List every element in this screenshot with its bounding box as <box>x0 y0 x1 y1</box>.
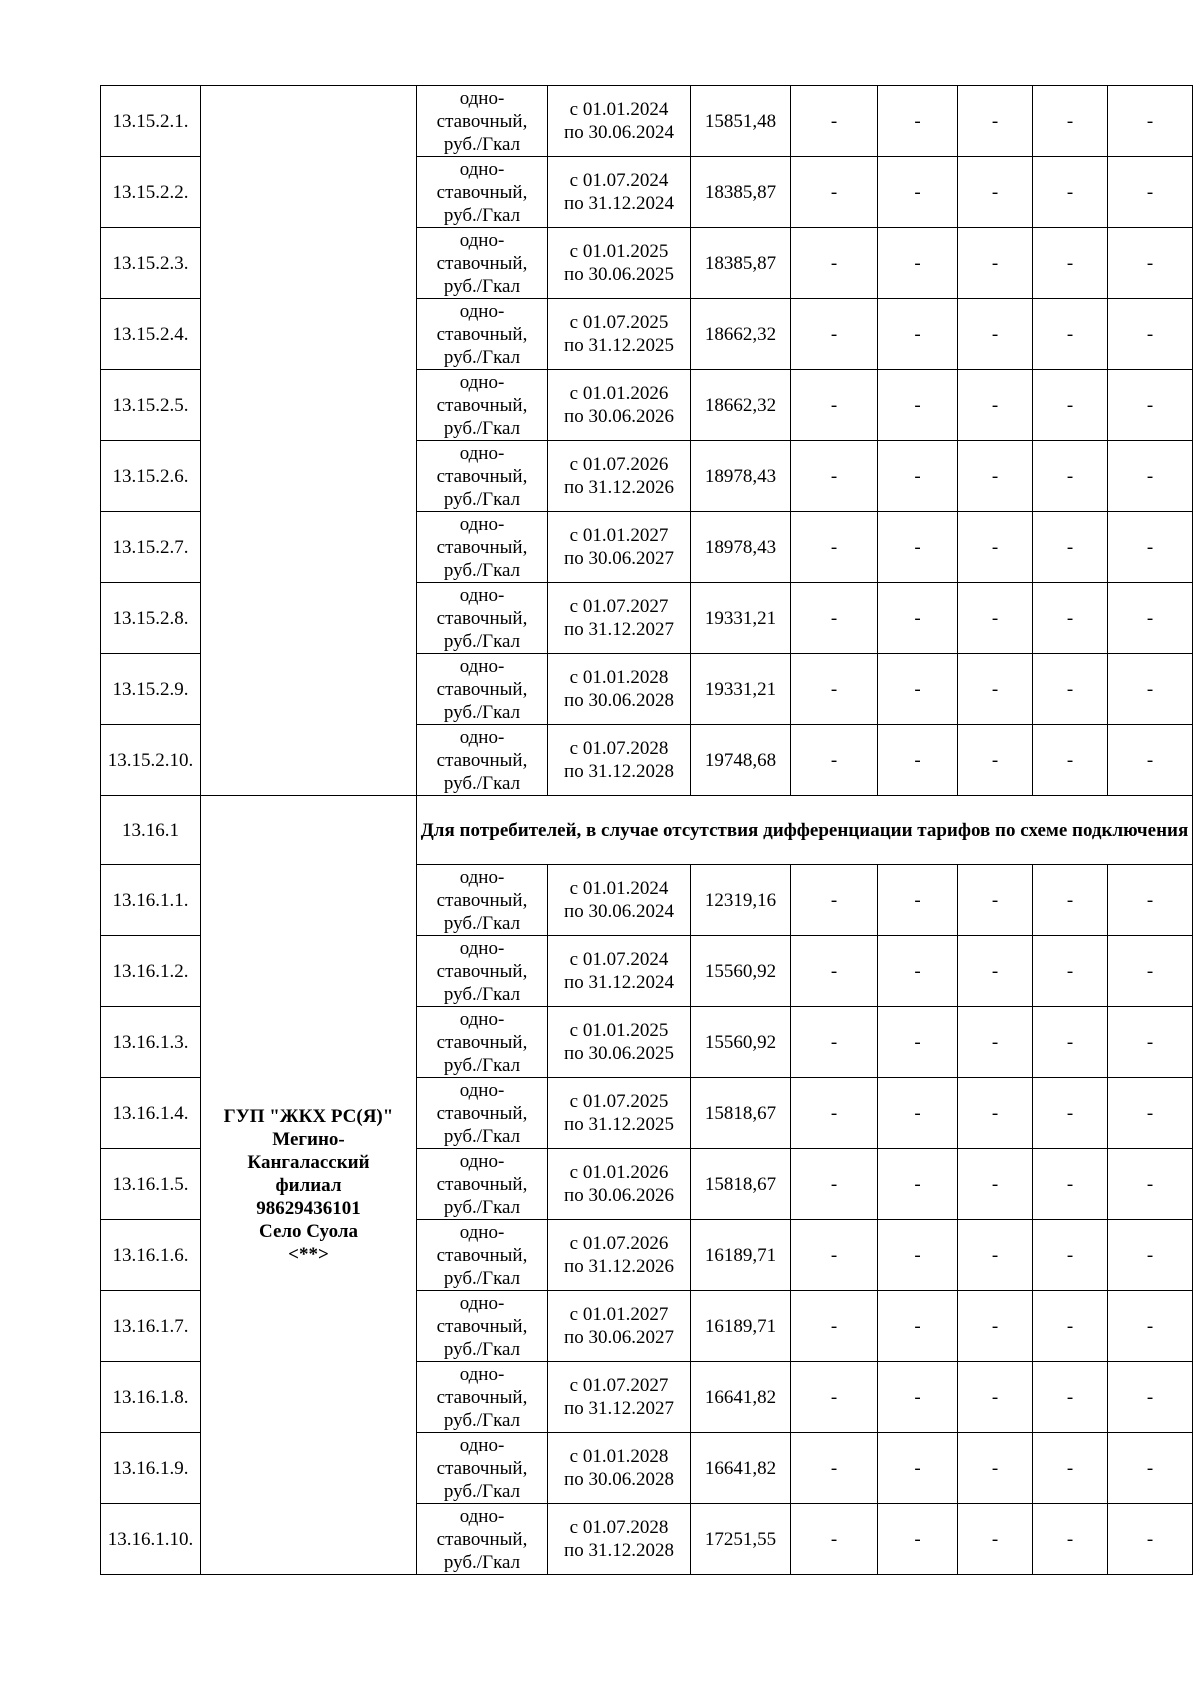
tariff-value: 19331,21 <box>691 654 791 725</box>
empty-value-dash: - <box>1108 654 1193 725</box>
tariff-type-cell <box>417 441 548 512</box>
organization-name-line: 98629436101 <box>256 1197 361 1219</box>
organization-name-line: Кангаласский <box>247 1151 370 1173</box>
tariff-type-line: руб./Гкал <box>443 630 521 652</box>
tariff-value: 18978,43 <box>691 512 791 583</box>
period-cell <box>548 1362 691 1433</box>
tariff-type-line: ставочный, <box>436 1315 528 1337</box>
empty-value-dash: - <box>791 1433 878 1504</box>
tariff-value: 18662,32 <box>691 299 791 370</box>
empty-value-dash: - <box>1108 441 1193 512</box>
row-number: 13.15.2.8. <box>101 583 201 654</box>
empty-value-dash: - <box>1033 1007 1108 1078</box>
row-number: 13.16.1.7. <box>101 1291 201 1362</box>
empty-value-dash: - <box>878 936 958 1007</box>
empty-value-dash: - <box>791 865 878 936</box>
period-cell <box>548 1433 691 1504</box>
row-number: 13.16.1.2. <box>101 936 201 1007</box>
period-to: по 30.06.2026 <box>564 406 674 427</box>
row-number: 13.15.2.9. <box>101 654 201 725</box>
tariff-type-line: руб./Гкал <box>443 346 521 368</box>
tariff-type-line: ставочный, <box>436 323 528 345</box>
tariff-value: 18385,87 <box>691 157 791 228</box>
empty-value-dash: - <box>1108 86 1193 157</box>
empty-value-dash: - <box>878 441 958 512</box>
tariff-type-line: руб./Гкал <box>443 1267 521 1289</box>
period-from: с 01.07.2028 <box>569 1517 669 1538</box>
tariff-type-line: одно- <box>459 371 505 393</box>
tariff-type-line: руб./Гкал <box>443 559 521 581</box>
period-cell <box>548 86 691 157</box>
empty-value-dash: - <box>958 1433 1033 1504</box>
tariff-type-line: руб./Гкал <box>443 701 521 723</box>
empty-value-dash: - <box>1033 228 1108 299</box>
empty-value-dash: - <box>878 157 958 228</box>
period-from: с 01.01.2025 <box>569 241 669 262</box>
empty-value-dash: - <box>958 512 1033 583</box>
tariff-type-line: ставочный, <box>436 1244 528 1266</box>
empty-value-dash: - <box>1033 1504 1108 1575</box>
period-to: по 31.12.2027 <box>564 1398 674 1419</box>
empty-value-dash: - <box>791 1007 878 1078</box>
period-cell <box>548 1291 691 1362</box>
tariff-type-line: руб./Гкал <box>443 1409 521 1431</box>
tariff-type-line: одно- <box>459 584 505 606</box>
empty-value-dash: - <box>791 512 878 583</box>
empty-value-dash: - <box>1108 370 1193 441</box>
empty-value-dash: - <box>958 583 1033 654</box>
period-from: с 01.01.2024 <box>569 878 669 899</box>
tariff-type-line: ставочный, <box>436 110 528 132</box>
tariff-type-cell <box>417 654 548 725</box>
tariff-type-line: ставочный, <box>436 678 528 700</box>
period-from: с 01.01.2027 <box>569 525 669 546</box>
tariff-value: 15560,92 <box>691 936 791 1007</box>
empty-value-dash: - <box>958 1362 1033 1433</box>
period-from: с 01.07.2025 <box>569 1091 669 1112</box>
empty-value-dash: - <box>958 299 1033 370</box>
period-to: по 30.06.2025 <box>564 1043 674 1064</box>
period-cell <box>548 865 691 936</box>
tariff-type-line: ставочный, <box>436 252 528 274</box>
tariff-value: 18662,32 <box>691 370 791 441</box>
tariff-value: 18385,87 <box>691 228 791 299</box>
period-from: с 01.01.2028 <box>569 667 669 688</box>
row-number: 13.16.1.5. <box>101 1149 201 1220</box>
period-to: по 31.12.2028 <box>564 1540 674 1561</box>
empty-value-dash: - <box>878 1149 958 1220</box>
period-to: по 30.06.2026 <box>564 1185 674 1206</box>
period-to: по 31.12.2026 <box>564 1256 674 1277</box>
period-cell <box>548 654 691 725</box>
period-from: с 01.01.2024 <box>569 99 669 120</box>
period-from: с 01.07.2026 <box>569 1233 669 1254</box>
empty-value-dash: - <box>791 936 878 1007</box>
empty-value-dash: - <box>1108 228 1193 299</box>
empty-value-dash: - <box>958 441 1033 512</box>
empty-value-dash: - <box>958 370 1033 441</box>
period-cell <box>548 725 691 796</box>
empty-value-dash: - <box>1033 936 1108 1007</box>
empty-value-dash: - <box>1033 512 1108 583</box>
row-number: 13.15.2.10. <box>101 725 201 796</box>
tariff-type-line: ставочный, <box>436 1102 528 1124</box>
period-to: по 31.12.2027 <box>564 619 674 640</box>
row-number: 13.15.2.7. <box>101 512 201 583</box>
empty-value-dash: - <box>791 654 878 725</box>
empty-value-dash: - <box>791 157 878 228</box>
empty-value-dash: - <box>878 583 958 654</box>
empty-value-dash: - <box>958 157 1033 228</box>
tariff-type-cell <box>417 936 548 1007</box>
tariff-table-body <box>101 86 1193 1575</box>
tariff-type-line: ставочный, <box>436 181 528 203</box>
tariff-value: 15818,67 <box>691 1078 791 1149</box>
tariff-type-cell <box>417 512 548 583</box>
tariff-type-line: ставочный, <box>436 1031 528 1053</box>
empty-value-dash: - <box>958 1149 1033 1220</box>
empty-value-dash: - <box>1108 865 1193 936</box>
empty-value-dash: - <box>878 1291 958 1362</box>
organization-name-line: <**> <box>288 1243 329 1265</box>
empty-value-dash: - <box>878 654 958 725</box>
tariff-type-line: одно- <box>459 726 505 748</box>
organization-name-line: Село Суола <box>259 1220 358 1242</box>
tariff-type-line: одно- <box>459 158 505 180</box>
period-from: с 01.01.2027 <box>569 1304 669 1325</box>
tariff-value: 15851,48 <box>691 86 791 157</box>
period-cell <box>548 299 691 370</box>
empty-value-dash: - <box>878 299 958 370</box>
empty-value-dash: - <box>791 228 878 299</box>
period-from: с 01.07.2025 <box>569 312 669 333</box>
period-from: с 01.07.2028 <box>569 738 669 759</box>
empty-value-dash: - <box>791 86 878 157</box>
period-to: по 30.06.2027 <box>564 548 674 569</box>
tariff-value: 16189,71 <box>691 1291 791 1362</box>
period-to: по 31.12.2025 <box>564 335 674 356</box>
empty-value-dash: - <box>1033 1149 1108 1220</box>
empty-value-dash: - <box>958 1220 1033 1291</box>
period-from: с 01.01.2028 <box>569 1446 669 1467</box>
tariff-type-cell <box>417 1078 548 1149</box>
period-to: по 30.06.2028 <box>564 1469 674 1490</box>
tariff-value: 12319,16 <box>691 865 791 936</box>
period-to: по 30.06.2024 <box>564 122 674 143</box>
tariff-type-line: одно- <box>459 1292 505 1314</box>
tariff-type-cell <box>417 583 548 654</box>
empty-value-dash: - <box>1033 1291 1108 1362</box>
row-number: 13.15.2.5. <box>101 370 201 441</box>
tariff-type-cell <box>417 1220 548 1291</box>
tariff-type-line: руб./Гкал <box>443 1338 521 1360</box>
row-number: 13.15.2.4. <box>101 299 201 370</box>
empty-value-dash: - <box>1108 583 1193 654</box>
empty-value-dash: - <box>878 86 958 157</box>
empty-value-dash: - <box>1108 1078 1193 1149</box>
tariff-value: 15560,92 <box>691 1007 791 1078</box>
section-header-row <box>101 796 1193 865</box>
empty-value-dash: - <box>958 654 1033 725</box>
empty-value-dash: - <box>1033 654 1108 725</box>
period-cell <box>548 512 691 583</box>
tariff-type-cell <box>417 865 548 936</box>
period-cell <box>548 157 691 228</box>
empty-value-dash: - <box>958 1007 1033 1078</box>
organization-cell <box>201 796 417 1575</box>
empty-value-dash: - <box>1033 86 1108 157</box>
tariff-type-line: ставочный, <box>436 1173 528 1195</box>
empty-value-dash: - <box>791 1149 878 1220</box>
tariff-type-cell <box>417 1291 548 1362</box>
period-from: с 01.01.2025 <box>569 1020 669 1041</box>
tariff-value: 19331,21 <box>691 583 791 654</box>
tariff-value: 15818,67 <box>691 1149 791 1220</box>
empty-value-dash: - <box>878 1007 958 1078</box>
tariff-type-line: одно- <box>459 513 505 535</box>
tariff-type-line: одно- <box>459 1079 505 1101</box>
empty-value-dash: - <box>1033 157 1108 228</box>
tariff-type-line: ставочный, <box>436 394 528 416</box>
empty-value-dash: - <box>1108 1362 1193 1433</box>
empty-value-dash: - <box>878 1220 958 1291</box>
empty-value-dash: - <box>878 1504 958 1575</box>
row-number: 13.16.1.3. <box>101 1007 201 1078</box>
organization-cell <box>201 86 417 796</box>
row-number: 13.16.1.1. <box>101 865 201 936</box>
empty-value-dash: - <box>958 228 1033 299</box>
empty-value-dash: - <box>1108 157 1193 228</box>
period-cell <box>548 1078 691 1149</box>
tariff-type-line: руб./Гкал <box>443 1054 521 1076</box>
tariff-type-line: ставочный, <box>436 749 528 771</box>
period-cell <box>548 1220 691 1291</box>
tariff-value: 16189,71 <box>691 1220 791 1291</box>
row-number: 13.15.2.3. <box>101 228 201 299</box>
empty-value-dash: - <box>1108 1149 1193 1220</box>
tariff-type-cell <box>417 725 548 796</box>
row-number: 13.16.1.8. <box>101 1362 201 1433</box>
empty-value-dash: - <box>1108 1007 1193 1078</box>
tariff-type-cell <box>417 299 548 370</box>
tariff-type-line: ставочный, <box>436 536 528 558</box>
empty-value-dash: - <box>1033 865 1108 936</box>
empty-value-dash: - <box>958 1291 1033 1362</box>
tariff-type-line: одно- <box>459 655 505 677</box>
period-cell <box>548 583 691 654</box>
empty-value-dash: - <box>791 299 878 370</box>
tariff-type-line: руб./Гкал <box>443 133 521 155</box>
organization-name-line: ГУП "ЖКХ РС(Я)" <box>223 1105 394 1127</box>
period-cell <box>548 1504 691 1575</box>
organization-name-line: Мегино- <box>272 1128 345 1150</box>
empty-value-dash: - <box>791 1362 878 1433</box>
tariff-type-line: одно- <box>459 442 505 464</box>
empty-value-dash: - <box>958 725 1033 796</box>
period-to: по 31.12.2028 <box>564 761 674 782</box>
tariff-type-line: ставочный, <box>436 1386 528 1408</box>
tariff-type-line: руб./Гкал <box>443 275 521 297</box>
tariff-type-line: одно- <box>459 1008 505 1030</box>
table-row <box>101 86 1193 157</box>
tariff-type-cell <box>417 1007 548 1078</box>
tariff-table <box>100 85 1193 1575</box>
empty-value-dash: - <box>878 1362 958 1433</box>
tariff-type-line: одно- <box>459 1150 505 1172</box>
period-from: с 01.07.2027 <box>569 1375 669 1396</box>
empty-value-dash: - <box>791 441 878 512</box>
period-to: по 30.06.2027 <box>564 1327 674 1348</box>
tariff-type-line: одно- <box>459 87 505 109</box>
tariff-type-cell <box>417 86 548 157</box>
period-from: с 01.07.2026 <box>569 454 669 475</box>
period-from: с 01.07.2024 <box>569 949 669 970</box>
period-to: по 30.06.2025 <box>564 264 674 285</box>
tariff-type-cell <box>417 1362 548 1433</box>
tariff-type-cell <box>417 228 548 299</box>
tariff-type-line: ставочный, <box>436 465 528 487</box>
empty-value-dash: - <box>1033 370 1108 441</box>
period-cell <box>548 936 691 1007</box>
empty-value-dash: - <box>878 1433 958 1504</box>
empty-value-dash: - <box>1033 583 1108 654</box>
tariff-type-line: одно- <box>459 937 505 959</box>
row-number: 13.16.1.6. <box>101 1220 201 1291</box>
tariff-type-line: руб./Гкал <box>443 1125 521 1147</box>
empty-value-dash: - <box>791 1291 878 1362</box>
period-to: по 31.12.2024 <box>564 972 674 993</box>
empty-value-dash: - <box>958 865 1033 936</box>
row-number: 13.15.2.2. <box>101 157 201 228</box>
empty-value-dash: - <box>1108 512 1193 583</box>
period-cell <box>548 1007 691 1078</box>
empty-value-dash: - <box>1108 1291 1193 1362</box>
period-to: по 30.06.2024 <box>564 901 674 922</box>
period-from: с 01.07.2027 <box>569 596 669 617</box>
period-from: с 01.01.2026 <box>569 1162 669 1183</box>
empty-value-dash: - <box>1033 1220 1108 1291</box>
row-number: 13.16.1.4. <box>101 1078 201 1149</box>
tariff-type-line: одно- <box>459 866 505 888</box>
row-number: 13.15.2.1. <box>101 86 201 157</box>
empty-value-dash: - <box>1033 725 1108 796</box>
empty-value-dash: - <box>1033 1433 1108 1504</box>
tariff-type-cell <box>417 1433 548 1504</box>
empty-value-dash: - <box>878 1078 958 1149</box>
empty-value-dash: - <box>1108 1220 1193 1291</box>
tariff-type-cell <box>417 1149 548 1220</box>
empty-value-dash: - <box>958 936 1033 1007</box>
tariff-type-line: руб./Гкал <box>443 983 521 1005</box>
organization-name-line: филиал <box>275 1174 342 1196</box>
tariff-type-line: руб./Гкал <box>443 1196 521 1218</box>
tariff-type-line: ставочный, <box>436 607 528 629</box>
period-from: с 01.01.2026 <box>569 383 669 404</box>
row-number: 13.15.2.6. <box>101 441 201 512</box>
empty-value-dash: - <box>1033 299 1108 370</box>
tariff-type-line: руб./Гкал <box>443 488 521 510</box>
tariff-type-line: одно- <box>459 1505 505 1527</box>
empty-value-dash: - <box>1108 299 1193 370</box>
empty-value-dash: - <box>791 725 878 796</box>
period-cell <box>548 1149 691 1220</box>
tariff-type-cell <box>417 1504 548 1575</box>
empty-value-dash: - <box>791 1220 878 1291</box>
tariff-type-line: руб./Гкал <box>443 772 521 794</box>
empty-value-dash: - <box>958 1504 1033 1575</box>
empty-value-dash: - <box>791 583 878 654</box>
period-cell <box>548 228 691 299</box>
empty-value-dash: - <box>1108 725 1193 796</box>
empty-value-dash: - <box>1108 1504 1193 1575</box>
empty-value-dash: - <box>878 725 958 796</box>
tariff-type-line: руб./Гкал <box>443 417 521 439</box>
tariff-type-line: ставочный, <box>436 1528 528 1550</box>
tariff-type-line: руб./Гкал <box>443 1551 521 1573</box>
tariff-type-line: руб./Гкал <box>443 1480 521 1502</box>
row-number: 13.16.1.10. <box>101 1504 201 1575</box>
period-to: по 31.12.2026 <box>564 477 674 498</box>
tariff-value: 16641,82 <box>691 1362 791 1433</box>
tariff-type-cell <box>417 157 548 228</box>
period-to: по 31.12.2024 <box>564 193 674 214</box>
period-to: по 30.06.2028 <box>564 690 674 711</box>
empty-value-dash: - <box>1033 1362 1108 1433</box>
tariff-type-line: ставочный, <box>436 1457 528 1479</box>
tariff-value: 18978,43 <box>691 441 791 512</box>
tariff-type-line: ставочный, <box>436 889 528 911</box>
tariff-value: 19748,68 <box>691 725 791 796</box>
empty-value-dash: - <box>1108 936 1193 1007</box>
section-subheader: Для потребителей, в случае отсутствия дифференциации тарифов по схеме подключения <box>417 796 1193 865</box>
tariff-type-line: одно- <box>459 229 505 251</box>
empty-value-dash: - <box>958 86 1033 157</box>
tariff-type-line: одно- <box>459 1434 505 1456</box>
tariff-type-line: руб./Гкал <box>443 204 521 226</box>
empty-value-dash: - <box>878 370 958 441</box>
tariff-type-line: одно- <box>459 300 505 322</box>
tariff-type-line: одно- <box>459 1363 505 1385</box>
tariff-type-cell <box>417 370 548 441</box>
section-number: 13.16.1 <box>101 796 201 865</box>
period-from: с 01.07.2024 <box>569 170 669 191</box>
empty-value-dash: - <box>1033 441 1108 512</box>
empty-value-dash: - <box>878 228 958 299</box>
empty-value-dash: - <box>1108 1433 1193 1504</box>
empty-value-dash: - <box>878 512 958 583</box>
empty-value-dash: - <box>791 1504 878 1575</box>
empty-value-dash: - <box>1033 1078 1108 1149</box>
tariff-type-line: руб./Гкал <box>443 912 521 934</box>
tariff-type-line: ставочный, <box>436 960 528 982</box>
empty-value-dash: - <box>878 865 958 936</box>
period-cell <box>548 441 691 512</box>
period-to: по 31.12.2025 <box>564 1114 674 1135</box>
empty-value-dash: - <box>958 1078 1033 1149</box>
period-cell <box>548 370 691 441</box>
row-number: 13.16.1.9. <box>101 1433 201 1504</box>
tariff-value: 16641,82 <box>691 1433 791 1504</box>
empty-value-dash: - <box>791 370 878 441</box>
empty-value-dash: - <box>791 1078 878 1149</box>
tariff-value: 17251,55 <box>691 1504 791 1575</box>
tariff-type-line: одно- <box>459 1221 505 1243</box>
